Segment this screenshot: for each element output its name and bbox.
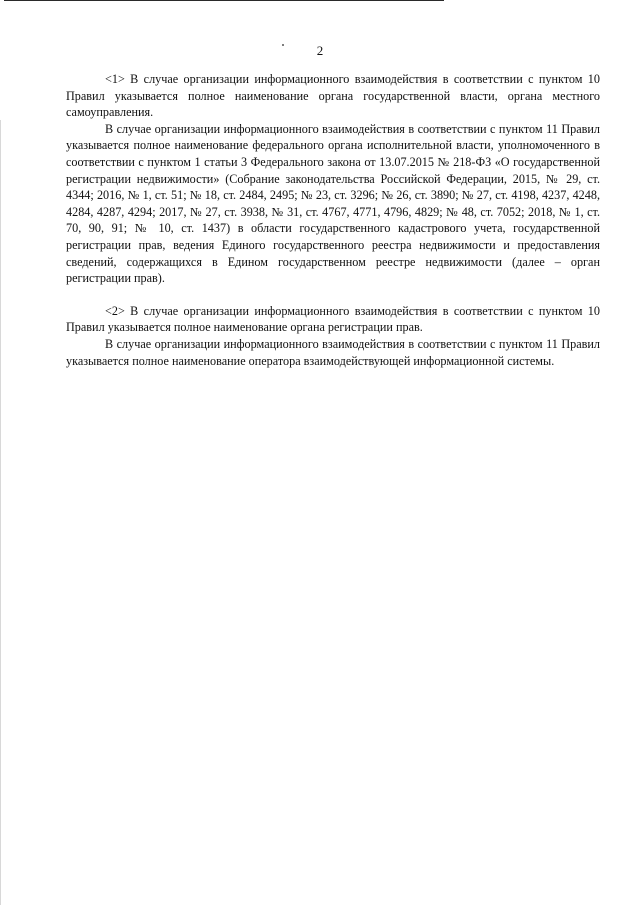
footnote-1-continuation: В случае организации информационного взаимодействия в соответствии с пунктом 11 Правил указывается полное наименование федерального органа исполнительной власти, уполномоченного в соответствии с пунктом 1 статьи 3 Федерального закона от 13.07.2015 № 218-ФЗ «О государственной регистрации недвижимости» (Собрание законодательства Российской Федерации, 2015, № 29, ст. 4344; 2016, № 1, ст. 51; № 18, ст. 2484, 2495; № 23, ст. 3296; № 26, ст. 3890; № 27, ст. 4198, 4237, 4248, 4284, 4287, 4294; 2017, № 27, ст. 3938, № 31, ст. 4767, 4771, 4796, 4829; № 48, ст. 7052; 2018, № 1, ст. 70, 90, 91; № 10, ст. 1437) в области государственного кадастрового учета, государственной регистрации прав, ведения Единого государственного реестра недвижимости и предоставления сведений, содержащихся в Едином государственном реестре недвижимости (далее – орган регистрации прав). [66, 121, 600, 286]
footnote-2-continuation: В случае организации информационного взаимодействия в соответствии с пунктом 11 Правил указывается полное наименование оператора взаимодействующей информационной системы. [66, 336, 600, 368]
footnote-1-paragraph: <1> В случае организации информационного взаимодействия в соответствии с пунктом 10 Правил указывается полное наименование органа государственной власти, органа местного самоуправления. [66, 72, 600, 120]
scan-edge-line [4, 0, 444, 1]
footnotes-body [66, 71, 600, 369]
scan-margin-line [0, 120, 1, 905]
footnote-2-paragraph: <2> В случае организации информационного взаимодействия в соответствии с пунктом 10 Правил указывается полное наименование органа регистрации прав. [66, 303, 600, 335]
page-number: 2 [316, 43, 324, 58]
